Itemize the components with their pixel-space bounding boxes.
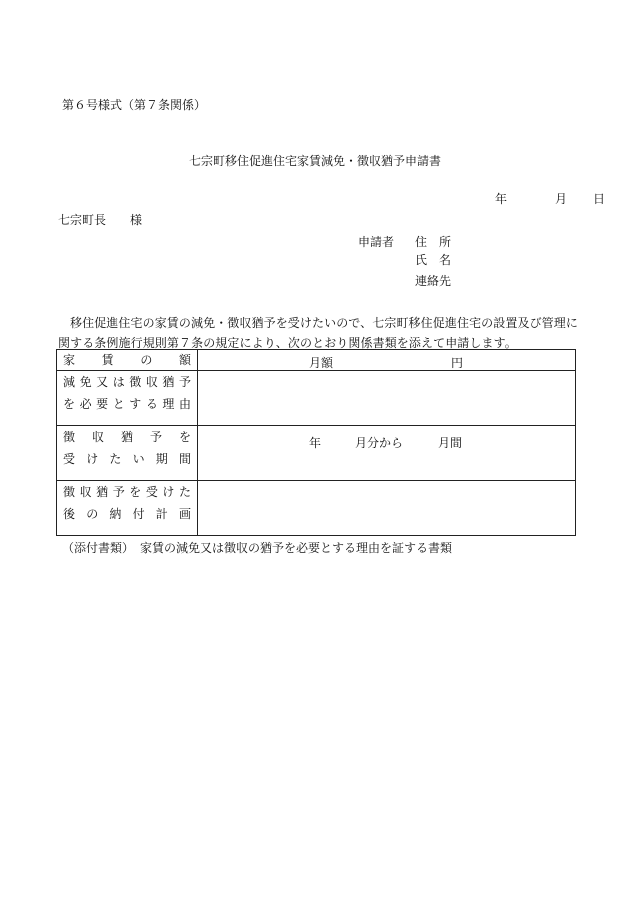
table-row-reason (57, 371, 576, 426)
monthly-label: 月額 (309, 356, 334, 370)
application-table (56, 349, 576, 536)
reason-label-line1: 減免又は徴収猶予 (63, 375, 191, 389)
document-title: 七宗町移住促進住宅家賃減免・徴収猶予申請書 (188, 154, 441, 168)
date-line (495, 193, 605, 205)
rent-label-cell (57, 350, 198, 371)
contact-label: 連絡先 (415, 274, 452, 288)
period-months-label: 月間 (438, 436, 463, 450)
period-label-cell (57, 426, 198, 481)
reason-label-line2: を必要とする理由 (63, 397, 191, 411)
reason-label-cell (57, 371, 198, 426)
name-label: 氏 名 (415, 253, 452, 267)
form-number: 第６号様式（第７条関係） (62, 98, 207, 112)
period-year-label: 年 (309, 436, 322, 450)
period-label-line1: 徴収猶予を (63, 430, 191, 444)
period-value-cell[interactable] (198, 426, 576, 481)
address-label: 住 所 (415, 235, 452, 249)
rent-label: 家賃の額 (63, 353, 191, 367)
attachments-note: （添付書類） 家賃の減免又は徴収の猶予を必要とする理由を証する書類 (62, 541, 453, 555)
table-row-period (57, 426, 576, 481)
reason-value-cell[interactable] (198, 371, 576, 426)
plan-label-line1: 徴収猶予を受けた (63, 485, 191, 499)
date-month-label: 月 (555, 192, 568, 206)
date-year-label: 年 (495, 192, 508, 206)
plan-label-line2: 後の納付計画 (63, 507, 191, 521)
applicant-label: 申請者 (358, 235, 395, 249)
plan-value-cell[interactable] (198, 481, 576, 536)
table-row-plan (57, 481, 576, 536)
period-from-month-label: 月分から (355, 436, 404, 450)
rent-value-cell (198, 350, 576, 371)
date-day-label: 日 (593, 192, 606, 206)
addressee: 七宗町長 様 (58, 213, 143, 227)
period-label-line2: 受けたい期間 (63, 452, 191, 466)
table-row-rent (57, 350, 576, 371)
yen-label: 円 (451, 356, 464, 370)
plan-label-cell (57, 481, 198, 536)
body-paragraph: 移住促進住宅の家賃の減免・徴収猶予を受けたいので、七宗町移住促進住宅の設置及び管理に関する条例施行規則第７条の規定により、次のとおり関係書類を添えて申請します。 (58, 316, 578, 350)
